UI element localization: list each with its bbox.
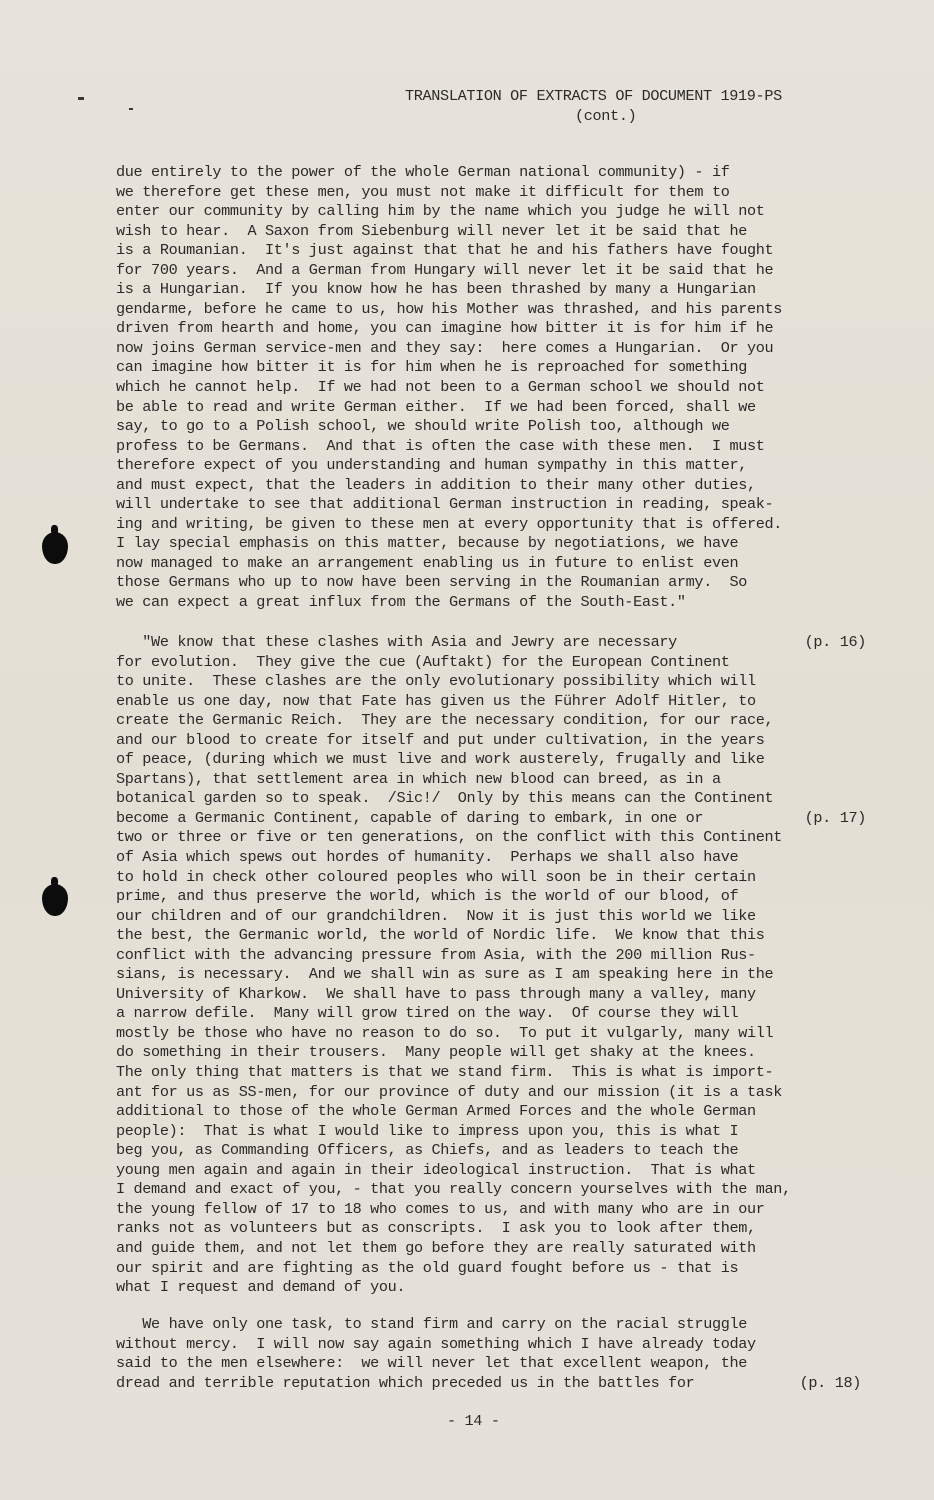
text-line xyxy=(116,809,866,829)
line-text: is a Roumanian. It's just against that that he and his fathers have fought xyxy=(116,241,774,260)
text-line xyxy=(116,750,866,770)
text-line xyxy=(116,1083,866,1103)
line-text: said to the men elsewhere: we will never let that excellent weapon, the xyxy=(116,1354,748,1373)
line-text: botanical garden so to speak. /Sic!/ Only by this means can the Continent xyxy=(116,789,774,808)
line-text: beg you, as Commanding Officers, as Chiefs, and as leaders to teach the xyxy=(116,1141,739,1160)
text-line xyxy=(116,1315,861,1335)
text-line xyxy=(116,261,861,281)
text-line xyxy=(116,280,861,300)
document-header xyxy=(405,86,845,126)
text-line xyxy=(116,593,861,613)
punch-hole xyxy=(42,884,68,916)
text-line xyxy=(116,515,861,535)
text-line xyxy=(116,946,866,966)
text-line xyxy=(116,456,861,476)
line-text: The only thing that matters is that we stand firm. This is what is import- xyxy=(116,1063,774,1082)
line-text: I lay special emphasis on this matter, because by negotiations, we have xyxy=(116,534,739,553)
line-text: I demand and exact of you, - that you really concern yourselves with the man, xyxy=(116,1180,791,1199)
line-text: Spartans), that settlement area in which new blood can breed, as in a xyxy=(116,769,721,788)
line-text: for 700 years. And a German from Hungary will never let it be said that he xyxy=(116,260,774,279)
text-line xyxy=(116,495,861,515)
text-line xyxy=(116,1063,866,1083)
text-line xyxy=(116,1122,866,1142)
text-line xyxy=(116,476,861,496)
line-text: without mercy. I will now say again something which I have already today xyxy=(116,1334,756,1353)
line-text: enter our community by calling him by the name which you judge he will not xyxy=(116,202,765,221)
text-line xyxy=(116,1102,866,1122)
ink-mark xyxy=(129,108,133,110)
text-line xyxy=(116,1004,866,1024)
text-line xyxy=(116,1219,866,1239)
text-line xyxy=(116,711,866,731)
text-line xyxy=(116,398,861,418)
text-line xyxy=(116,534,861,554)
text-line xyxy=(116,163,861,183)
line-text: now managed to make an arrangement enabling us in future to enlist even xyxy=(116,553,739,572)
text-line xyxy=(116,1239,866,1259)
line-text: young men again and again in their ideological instruction. That is what xyxy=(116,1160,756,1179)
line-text: we can expect a great influx from the Germans of the South-East." xyxy=(116,593,686,612)
text-line xyxy=(116,339,861,359)
line-text: is a Hungarian. If you know how he has been thrashed by many a Hungarian xyxy=(116,280,756,299)
text-line xyxy=(116,1354,861,1374)
paragraph-3 xyxy=(116,1315,861,1393)
text-line xyxy=(116,985,866,1005)
continued-label: (cont.) xyxy=(575,107,637,125)
text-line xyxy=(116,1161,866,1181)
line-text: We have only one task, to stand firm and carry on the racial struggle xyxy=(116,1315,748,1333)
text-line xyxy=(116,183,861,203)
line-text: therefore expect of you understanding and human sympathy in this matter, xyxy=(116,456,748,475)
line-text: ranks not as volunteers but as conscripts. I ask you to look after them, xyxy=(116,1219,756,1238)
line-text: and must expect, that the leaders in addition to their many other duties, xyxy=(116,475,756,494)
text-line xyxy=(116,887,866,907)
text-line xyxy=(116,202,861,222)
text-line xyxy=(116,907,866,927)
text-line xyxy=(116,731,866,751)
line-text: of peace, (during which we must live and work austerely, frugally and like xyxy=(116,750,765,769)
text-line xyxy=(116,358,861,378)
line-text: can imagine how bitter it is for him when he is reproached for something xyxy=(116,358,748,377)
line-text: conflict with the advancing pressure from Asia, with the 200 million Rus- xyxy=(116,945,756,964)
page-reference: (p. 17) xyxy=(804,808,866,827)
line-text: will undertake to see that additional German instruction in reading, speak- xyxy=(116,495,774,514)
text-line xyxy=(116,300,861,320)
line-text: sians, is necessary. And we shall win as sure as I am speaking here in the xyxy=(116,965,774,984)
ink-mark xyxy=(78,97,84,100)
line-text: to hold in check other coloured peoples who will soon be in their certain xyxy=(116,867,756,886)
text-line xyxy=(116,319,861,339)
paragraph-2 xyxy=(116,633,866,1298)
line-text: "We know that these clashes with Asia and Jewry are necessary xyxy=(116,633,677,651)
line-text: prime, and thus preserve the world, which is the world of our blood, of xyxy=(116,887,739,906)
line-text: ant for us as SS-men, for our province of duty and our mission (it is a task xyxy=(116,1082,783,1101)
text-line xyxy=(116,1024,866,1044)
text-line xyxy=(116,828,866,848)
text-line xyxy=(116,692,866,712)
text-line xyxy=(116,1180,866,1200)
text-line xyxy=(116,633,866,653)
line-text: we therefore get these men, you must not make it difficult for them to xyxy=(116,182,730,201)
line-text: two or three or five or ten generations, on the conflict with this Continent xyxy=(116,828,783,847)
text-line xyxy=(116,554,861,574)
text-line xyxy=(116,241,861,261)
text-line xyxy=(116,653,866,673)
line-text: of Asia which spews out hordes of humanity. Perhaps we shall also have xyxy=(116,848,739,867)
text-line xyxy=(116,1043,866,1063)
line-text: ing and writing, be given to these men at every opportunity that is offered. xyxy=(116,514,783,533)
text-line xyxy=(116,770,866,790)
text-line xyxy=(116,1335,861,1355)
line-text: for evolution. They give the cue (Auftakt) for the European Continent xyxy=(116,652,730,671)
punch-hole xyxy=(42,532,68,564)
line-text: those Germans who up to now have been serving in the Roumanian army. So xyxy=(116,573,748,592)
line-text: wish to hear. A Saxon from Siebenburg will never let it be said that he xyxy=(116,221,748,240)
line-text: additional to those of the whole German Armed Forces and the whole German xyxy=(116,1102,756,1121)
text-line xyxy=(116,378,861,398)
text-line xyxy=(116,417,861,437)
text-line xyxy=(116,672,866,692)
line-text: profess to be Germans. And that is often the case with these men. I must xyxy=(116,436,765,455)
line-text: to unite. These clashes are the only evolutionary possibility which will xyxy=(116,672,756,691)
text-line xyxy=(116,1278,866,1298)
document-title: TRANSLATION OF EXTRACTS OF DOCUMENT 1919-PS xyxy=(405,87,782,105)
text-line xyxy=(116,848,866,868)
text-line xyxy=(116,789,866,809)
text-line xyxy=(116,1200,866,1220)
line-text: a narrow defile. Many will grow tired on the way. Of course they will xyxy=(116,1004,739,1023)
line-text: the young fellow of 17 to 18 who comes to us, and with many who are in our xyxy=(116,1199,765,1218)
text-line xyxy=(116,573,861,593)
line-text: mostly be those who have no reason to do so. To put it vulgarly, many will xyxy=(116,1023,774,1042)
line-text: enable us one day, now that Fate has given us the Führer Adolf Hitler, to xyxy=(116,691,756,710)
line-text: dread and terrible reputation which preceded us in the battles for xyxy=(116,1373,695,1392)
text-line xyxy=(116,1141,866,1161)
page-number: - 14 - xyxy=(447,1412,500,1430)
line-text: University of Kharkow. We shall have to pass through many a valley, many xyxy=(116,984,756,1003)
text-line xyxy=(116,222,861,242)
line-text: what I request and demand of you. xyxy=(116,1278,406,1297)
text-line xyxy=(116,1259,866,1279)
line-text: people): That is what I would like to impress upon you, this is what I xyxy=(116,1121,739,1140)
text-line xyxy=(116,868,866,888)
line-text: be able to read and write German either. If we had been forced, shall we xyxy=(116,397,756,416)
line-text: say, to go to a Polish school, we should write Polish too, although we xyxy=(116,417,730,436)
line-text: do something in their trousers. Many people will get shaky at the knees. xyxy=(116,1043,756,1062)
text-line xyxy=(116,965,866,985)
line-text: create the Germanic Reich. They are the necessary condition, for our race, xyxy=(116,711,774,730)
line-text: which he cannot help. If we had not been to a German school we should not xyxy=(116,378,765,397)
line-text: and our blood to create for itself and put under cultivation, in the years xyxy=(116,730,765,749)
line-text: driven from hearth and home, you can imagine how bitter it is for him if he xyxy=(116,319,774,338)
line-text: now joins German service-men and they say: here comes a Hungarian. Or you xyxy=(116,338,774,357)
text-line xyxy=(116,437,861,457)
line-text: our children and of our grandchildren. Now it is just this world we like xyxy=(116,906,756,925)
line-text: gendarme, before he came to us, how his Mother was thrashed, and his parents xyxy=(116,299,783,318)
line-text: the best, the Germanic world, the world of Nordic life. We know that this xyxy=(116,926,765,945)
text-line xyxy=(116,926,866,946)
page-reference: (p. 18) xyxy=(799,1373,861,1392)
line-text: our spirit and are fighting as the old guard fought before us - that is xyxy=(116,1258,739,1277)
line-text: due entirely to the power of the whole German national community) - if xyxy=(116,163,730,181)
text-line xyxy=(116,1374,861,1394)
line-text: and guide them, and not let them go before they are really saturated with xyxy=(116,1238,756,1257)
page-reference: (p. 16) xyxy=(804,633,866,651)
line-text: become a Germanic Continent, capable of daring to embark, in one or xyxy=(116,808,704,827)
paragraph-1 xyxy=(116,163,861,613)
